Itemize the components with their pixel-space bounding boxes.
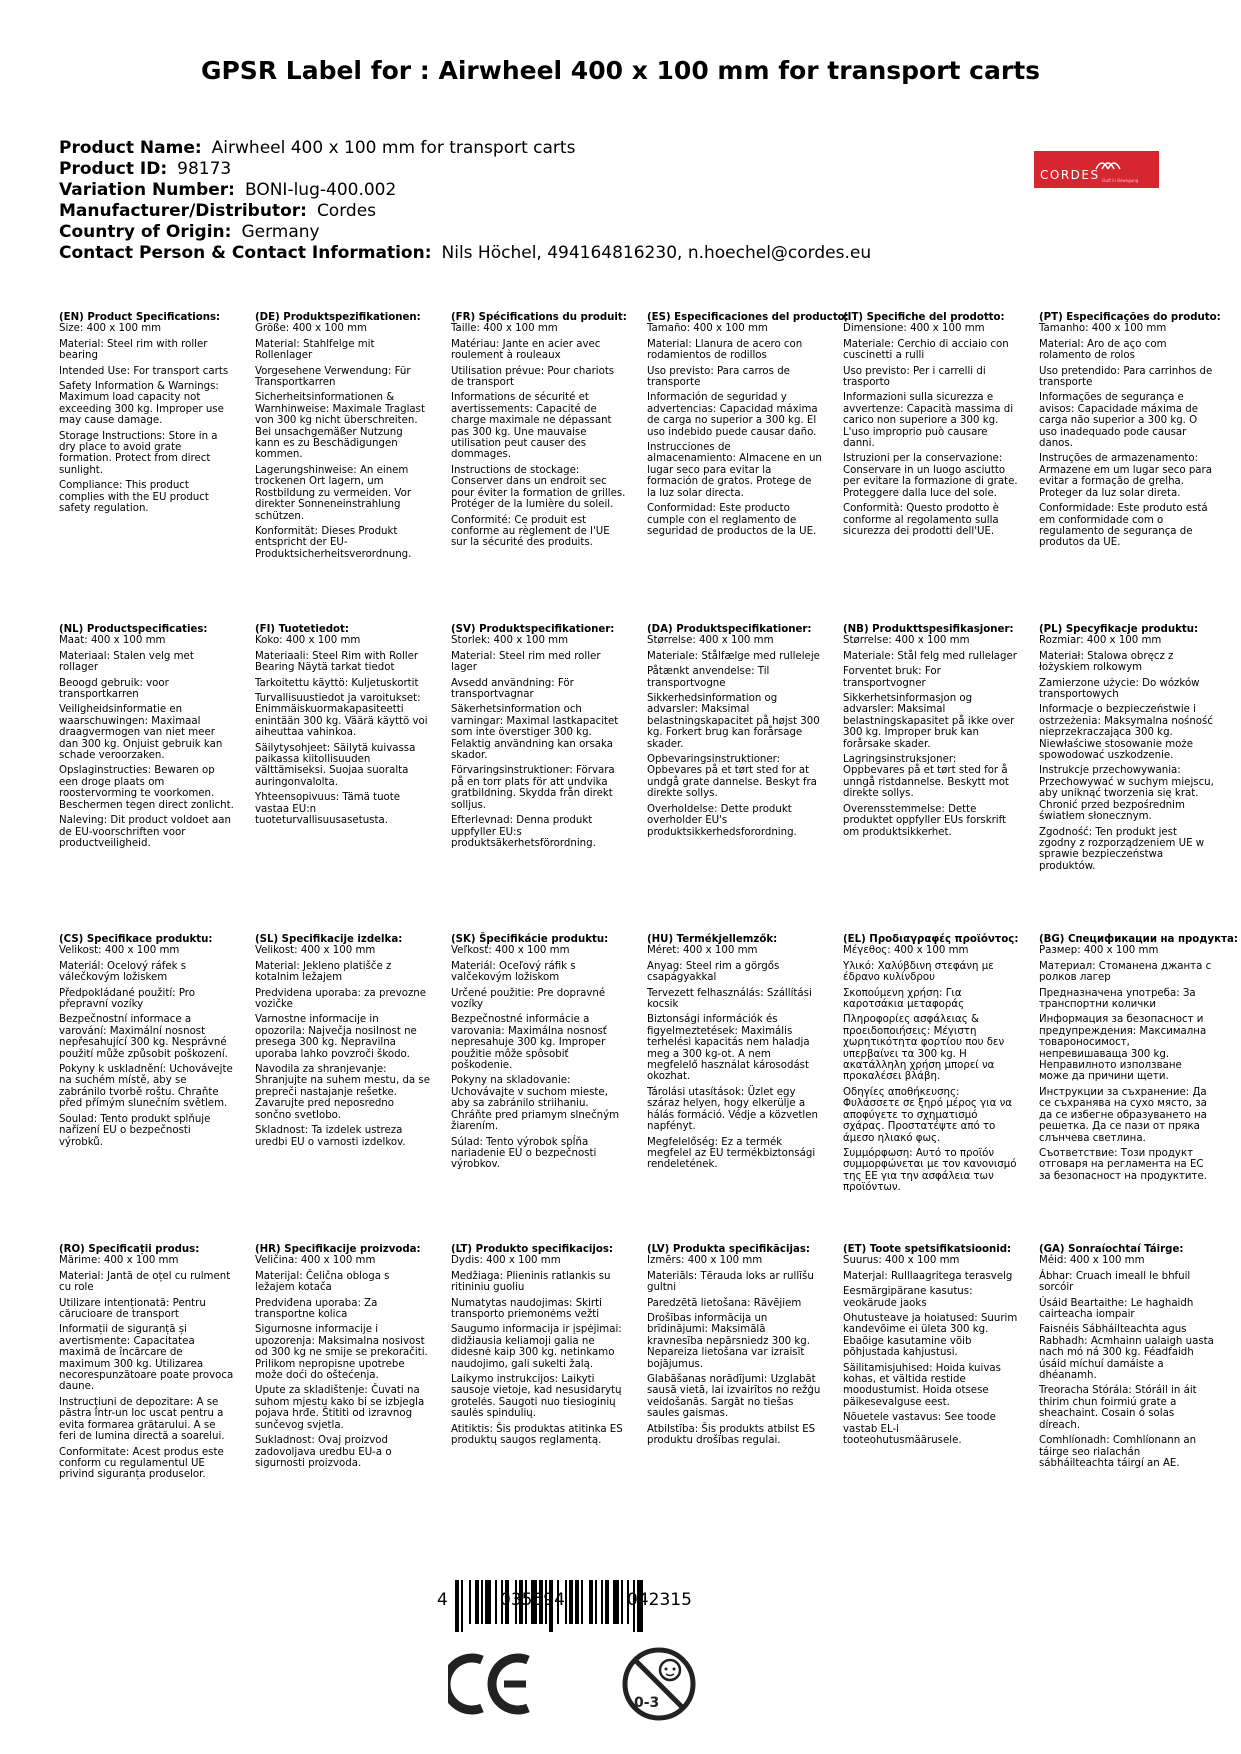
spec-line: Laikymo instrukcijos: Laikyti sausoje vietoje, kad nesusidarytų grotelės. Saugoti nuo tiesioginių saulės spindulių. bbox=[451, 1374, 622, 1420]
spec-header: (EN) Product Specifications: bbox=[59, 312, 221, 323]
spec-line: Naleving: Dit product voldoet aan de EU-voorschriften voor productveiligheid. bbox=[59, 815, 231, 849]
product-info-value: 98173 bbox=[177, 159, 232, 179]
spec-block bbox=[59, 1244, 234, 1485]
spec-block bbox=[255, 624, 430, 831]
spec-line: Material: Jantă de oțel cu rulment cu role bbox=[59, 1270, 231, 1294]
spec-header: (LV) Produkta specifikācijas: bbox=[647, 1244, 810, 1255]
spec-line: Materiale: Stålfælge med rulleleje bbox=[647, 650, 820, 662]
spec-line: Maat: 400 x 100 mm bbox=[59, 635, 166, 647]
spec-line: Zgodność: Ten produkt jest zgodny z rozporządzeniem UE w sprawie bezpieczeństwa produktów. bbox=[1039, 826, 1205, 872]
spec-line: Størrelse: 400 x 100 mm bbox=[647, 635, 774, 647]
spec-line: Opbevaringsinstruktioner: Opbevares på et tørt sted for at undgå grate dannelse. Beskyt fra direkte sollys. bbox=[647, 754, 817, 800]
spec-block bbox=[1039, 934, 1238, 1186]
age-warning-icon bbox=[620, 1645, 698, 1723]
spec-line: Určené použitie: Pre dopravné vozíky bbox=[451, 987, 606, 1011]
spec-block bbox=[255, 934, 430, 1152]
barcode-left-digits: 035694 bbox=[500, 1590, 565, 1610]
spec-block bbox=[255, 312, 430, 564]
spec-line: Material: Steel rim med roller lager bbox=[451, 650, 601, 674]
spec-line: Informations de sécurité et avertissements: Capacité de charge maximale ne dépassant pas 300 kg. Une mauvaise utilisation peut causer des dommages. bbox=[451, 392, 612, 461]
spec-line: Sigurnosne informacije i upozorenja: Maksimalna nosivost od 300 kg ne smije se prekoračiti. Prilikom nepropisne upotrebe može doći do oštećenja. bbox=[255, 1324, 428, 1382]
spec-line: Størrelse: 400 x 100 mm bbox=[843, 635, 970, 647]
spec-header: (BG) Спецификации на продукта: bbox=[1039, 934, 1238, 945]
spec-line: Размер: 400 x 100 mm bbox=[1039, 945, 1159, 957]
spec-line: Méid: 400 x 100 mm bbox=[1039, 1255, 1145, 1267]
spec-block bbox=[647, 624, 822, 842]
spec-header: (RO) Specificații produs: bbox=[59, 1244, 200, 1255]
barcode-bar bbox=[475, 1580, 479, 1624]
spec-line: Mărime: 400 x 100 mm bbox=[59, 1255, 179, 1267]
spec-line: Overensstemmelse: Dette produktet oppfyller EUs forskrift om produktsikkerhet. bbox=[843, 803, 1007, 838]
spec-header: (CS) Specifikace produktu: bbox=[59, 934, 213, 945]
spec-line: Skladnost: Ta izdelek ustreza uredbi EU o varnosti izdelkov. bbox=[255, 1125, 406, 1148]
spec-line: Sikkerhedsinformation og advarsler: Maksimal belastningskapacitet på højst 300 kg. Forkert brug kan forårsage skader. bbox=[647, 693, 820, 750]
spec-line: Numatytas naudojimas: Skirti transporto priemonėms vežti bbox=[451, 1297, 602, 1321]
spec-line: Инструкции за съхранение: Да се съхранява на сухо място, за да се избегне образуването на решетка. Да се пази от пряка слънчева светлина. bbox=[1039, 1086, 1207, 1144]
spec-line: Drošības informācija un brīdinājumi: Maksimālā kravnesība nepārsniedz 300 kg. Nepareiza lietošana var izraisīt bojājumus. bbox=[647, 1313, 810, 1370]
spec-line: Conformità: Questo prodotto è conforme al regolamento sulla sicurezza dei prodotti dell'UE. bbox=[843, 503, 999, 537]
barcode-bar bbox=[569, 1580, 573, 1624]
spec-block bbox=[451, 934, 626, 1175]
spec-line: Υλικό: Χαλύβδινη στεφάνη με έδρανο κυλίνδρου bbox=[843, 960, 994, 984]
spec-line: Veľkosť: 400 x 100 mm bbox=[451, 945, 570, 957]
product-info-label: Variation Number: bbox=[59, 180, 235, 200]
spec-block bbox=[1039, 624, 1214, 876]
page-title: GPSR Label for : Airwheel 400 x 100 mm for transport carts bbox=[200, 56, 1041, 85]
spec-line: Material: Llanura de acero con rodamientos de rodillos bbox=[647, 338, 803, 362]
spec-line: Vorgesehene Verwendung: Für Transportkarren bbox=[255, 365, 411, 389]
barcode-right-digits: 042315 bbox=[627, 1590, 692, 1610]
spec-header: (PL) Specyfikacje produktu: bbox=[1039, 624, 1199, 635]
barcode-bar bbox=[605, 1580, 609, 1624]
product-info-row bbox=[59, 201, 871, 222]
spec-block bbox=[843, 1244, 1018, 1451]
spec-header: (SL) Specifikacije izdelka: bbox=[255, 934, 403, 945]
spec-line: Nõuetele vastavus: See toode vastab EL-i tooteohutusmäärusele. bbox=[843, 1412, 996, 1447]
spec-line: Pokyny k uskladnění: Uchovávejte na suchém místě, aby se zabránilo tvorbě roštu. Chraňte před přímým slunečním světlem. bbox=[59, 1064, 233, 1110]
product-info bbox=[59, 138, 871, 264]
spec-block bbox=[255, 1244, 430, 1473]
product-info-value: Nils Höchel, 494164816230, n.hoechel@cordes.eu bbox=[441, 243, 872, 263]
spec-line: Bezpečnostné informácie a varovania: Maximálna nosnosť nepresahuje 300 kg. Improper použitie môže spôsobiť poškodenie. bbox=[451, 1014, 607, 1072]
spec-line: Säilitamisjuhised: Hoida kuivas kohas, et vältida restide moodustumist. Hoida otsese päikesevalguse eest. bbox=[843, 1362, 1001, 1408]
spec-line: Koko: 400 x 100 mm bbox=[255, 635, 361, 647]
spec-line: Glabāšanas norādījumi: Uzglabāt sausā vietā, lai izvairītos no režģu veidošanās. Sargāt no tiešas saules gaismas. bbox=[647, 1374, 821, 1420]
spec-line: Compliance: This product complies with the EU product safety regulation. bbox=[59, 480, 209, 515]
spec-line: Информация за безопасност и предупреждения: Максимална товароносимост, непревишаваща 300 kg. Неправилното използване може да причини щети. bbox=[1039, 1014, 1207, 1083]
product-info-label: Product Name: bbox=[59, 138, 202, 158]
spec-header: (IT) Specifiche del prodotto: bbox=[843, 312, 1005, 323]
product-info-value: Airwheel 400 x 100 mm for transport carts bbox=[211, 138, 576, 158]
spec-line: Conformidad: Este producto cumple con el reglamento de seguridad de productos de la UE. bbox=[647, 503, 817, 537]
spec-header: (DA) Produktspecifikationer: bbox=[647, 624, 812, 635]
spec-line: Materiał: Stalowa obręcz z łożyskiem rolkowym bbox=[1039, 650, 1174, 674]
spec-block bbox=[647, 1244, 822, 1451]
spec-block bbox=[843, 624, 1018, 842]
spec-header: (NB) Produkttspesifikasjoner: bbox=[843, 624, 1014, 635]
spec-line: Lagerungshinweise: An einem trockenen Ort lagern, um Rostbildung zu vermeiden. Vor direkter Sonneneinstrahlung schützen. bbox=[255, 464, 412, 522]
barcode-bar bbox=[495, 1580, 497, 1624]
spec-line: Avsedd användning: För transportvagnar bbox=[451, 677, 574, 701]
spec-line: Beoogd gebruik: voor transportkarren bbox=[59, 677, 169, 701]
spec-line: Safety Information & Warnings: Maximum load capacity not exceeding 300 kg. Improper use may cause damage. bbox=[59, 381, 224, 427]
spec-line: Materiál: Oceľový ráfik s valčekovým ložiskom bbox=[451, 960, 576, 984]
spec-line: Informazioni sulla sicurezza e avvertenze: Capacità massima di carico non superiore a 300 kg. L'uso improprio può causare danni. bbox=[843, 392, 1014, 450]
spec-line: Materiál: Ocelový ráfek s válečkovým ložiskem bbox=[59, 960, 187, 984]
spec-line: Sukladnost: Ovaj proizvod zadovoljava uredbu EU-a o sigurnosti proizvoda. bbox=[255, 1435, 392, 1469]
spec-block bbox=[451, 624, 626, 853]
spec-block bbox=[647, 312, 849, 541]
spec-line: Velikost: 400 x 100 mm bbox=[255, 945, 376, 957]
spec-block bbox=[451, 1244, 626, 1451]
spec-header: (HU) Termékjellemzők: bbox=[647, 934, 778, 945]
spec-line: Faisnéis Sábháilteachta agus Rabhadh: Acmhainn ualaigh uasta nach mó ná 300 kg. Féadfaidh úsáid míchuí damáiste a dhéanamh. bbox=[1039, 1324, 1214, 1382]
barcode-bar bbox=[589, 1580, 593, 1624]
barcode-bar bbox=[455, 1580, 459, 1632]
logo-word: CORDES bbox=[1040, 168, 1100, 182]
spec-line: Utilisation prévue: Pour chariots de transport bbox=[451, 365, 615, 389]
spec-line: Tarkoitettu käyttö: Kuljetuskortit bbox=[255, 677, 419, 689]
spec-line: Matériau: Jante en acier avec roulement à rouleaux bbox=[451, 338, 601, 362]
spec-line: Taille: 400 x 100 mm bbox=[451, 323, 558, 335]
product-info-row bbox=[59, 159, 871, 180]
spec-line: Bezpečnostní informace a varování: Maximální nosnost nepřesahující 300 kg. Nesprávné použití může způsobit poškození. bbox=[59, 1014, 228, 1060]
spec-line: Storlek: 400 x 100 mm bbox=[451, 635, 569, 647]
spec-line: Predviđena uporaba: Za transportne kolica bbox=[255, 1297, 378, 1321]
spec-block bbox=[843, 934, 1018, 1198]
spec-line: Material: Stahlfelge mit Rollenlager bbox=[255, 338, 375, 362]
spec-line: Biztonsági információk és figyelmeztetések: Maximális terhelési kapacitás nem haladja meg a 300 kg-ot. A nem megfelelő használat károsodást okozhat. bbox=[647, 1014, 810, 1083]
age-warning-label: 0-3 bbox=[634, 1695, 660, 1711]
spec-line: Navodila za shranjevanje: Shranjujte na suhem mestu, da se prepreči nastajanje rešetke. Zavarujte pred neposredno sončno svetlobo. bbox=[255, 1064, 430, 1121]
spec-line: Предназначена употреба: За транспортни колички bbox=[1039, 987, 1196, 1011]
spec-header: (GA) Sonraíochtaí Táirge: bbox=[1039, 1244, 1184, 1255]
spec-block bbox=[647, 934, 822, 1175]
spec-block bbox=[843, 312, 1018, 541]
spec-line: Material: Steel rim with roller bearing bbox=[59, 338, 208, 362]
spec-line: Conformité: Ce produit est conforme au règlement de l'UE sur la sécurité des produits. bbox=[451, 514, 610, 549]
product-info-row bbox=[59, 180, 871, 201]
spec-line: Instrucțiuni de depozitare: A se păstra într-un loc uscat pentru a evita formarea grătarului. A se feri de lumina directă a soarelui. bbox=[59, 1396, 225, 1443]
barcode-bar bbox=[601, 1580, 603, 1624]
spec-line: Dimensione: 400 x 100 mm bbox=[843, 323, 985, 335]
spec-header: (DE) Produktspezifikationen: bbox=[255, 312, 421, 323]
spec-line: Conformitate: Acest produs este conform cu regulamentul UE privind siguranța produselor. bbox=[59, 1446, 224, 1481]
spec-line: Konformität: Dieses Produkt entspricht der EU-Produktsicherheitsverordnung. bbox=[255, 525, 412, 560]
spec-line: Varnostne informacije in opozorila: Največja nosilnost ne presega 300 kg. Nepravilna uporaba lahko povzroči škodo. bbox=[255, 1014, 417, 1060]
spec-line: Uso previsto: Para carros de transporte bbox=[647, 365, 790, 389]
spec-line: Soulad: Tento produkt splňuje nařízení EU o bezpečnosti výrobků. bbox=[59, 1113, 211, 1148]
spec-line: Οδηγίες αποθήκευσης: Φυλάσσετε σε ξηρό μέρος για να αποφύγετε το σχηματισμό σχάρας. Προστατέψτε από το άμεσο ηλιακό φως. bbox=[843, 1086, 1012, 1144]
spec-line: Anyag: Steel rim a görgős csapágyakkal bbox=[647, 960, 780, 984]
spec-line: Méret: 400 x 100 mm bbox=[647, 945, 758, 957]
product-info-value: Germany bbox=[241, 222, 320, 242]
spec-block bbox=[59, 934, 234, 1152]
spec-line: Rozmiar: 400 x 100 mm bbox=[1039, 635, 1162, 647]
spec-line: Material: Jekleno platišče z kotalnim ležajem bbox=[255, 960, 392, 984]
spec-line: Ábhar: Cruach imeall le bhfuil sorcóir bbox=[1039, 1270, 1191, 1294]
spec-line: Sikkerhetsinformasjon og advarsler: Maksimal belastningskapasitet på ikke over 300 kg. Improper bruk kan forårsake skader. bbox=[843, 693, 1015, 750]
spec-line: Uso pretendido: Para carrinhos de transporte bbox=[1039, 365, 1213, 389]
spec-line: Σκοπούμενη χρήση: Για καροτσάκια μεταφοράς bbox=[843, 987, 965, 1011]
spec-block bbox=[59, 312, 234, 519]
barcode-bar bbox=[485, 1580, 491, 1624]
spec-header: (HR) Specifikacije proizvoda: bbox=[255, 1244, 421, 1255]
spec-line: Intended Use: For transport carts bbox=[59, 365, 229, 377]
spec-line: Материал: Стоманена джанта с ролков лагер bbox=[1039, 960, 1212, 984]
spec-line: Veličina: 400 x 100 mm bbox=[255, 1255, 376, 1267]
spec-line: Yhteensopivuus: Tämä tuote vastaa EU:n tuoteturvallisuusasetusta. bbox=[255, 792, 401, 827]
spec-line: Materiale: Stål felg med rullelager bbox=[843, 650, 1017, 662]
spec-line: Atbilstība: Šis produkts atbilst ES produktu drošības regulai. bbox=[647, 1423, 816, 1447]
barcode-bar bbox=[575, 1580, 579, 1624]
spec-header: (FI) Tuotetiedot: bbox=[255, 624, 349, 635]
barcode-bar bbox=[581, 1580, 583, 1624]
spec-line: Conformidade: Este produto está em conformidade com o regulamento de segurança de produtos da UE. bbox=[1039, 503, 1208, 549]
spec-header: (SV) Produktspecifikationer: bbox=[451, 624, 615, 635]
spec-block bbox=[1039, 1244, 1214, 1473]
spec-line: Säkerhetsinformation och varningar: Maximal lastkapacitet som inte överstiger 300 kg. Felaktig användning kan orsaka skador. bbox=[451, 704, 619, 762]
spec-line: Treoracha Stórála: Stóráil in áit thirim chun foirmiú grate a sheachaint. Cosain ó solas díreach. bbox=[1039, 1385, 1197, 1431]
spec-line: Medžiaga: Plieninis ratlankis su ritininiu guoliu bbox=[451, 1270, 611, 1294]
spec-block bbox=[451, 312, 626, 553]
spec-line: Instrucciones de almacenamiento: Almacene en un lugar seco para evitar la formación de gratos. Protege de la luz solar directa. bbox=[647, 442, 822, 499]
product-info-row bbox=[59, 222, 871, 243]
product-info-label: Manufacturer/Distributor: bbox=[59, 201, 307, 221]
spec-line: Tamanho: 400 x 100 mm bbox=[1039, 323, 1167, 335]
spec-line: Uso previsto: Per i carrelli di trasporto bbox=[843, 365, 986, 389]
spec-line: Paredzētā lietošana: Rāvējiem bbox=[647, 1297, 802, 1309]
spec-header: (FR) Spécifications du produit: bbox=[451, 312, 627, 323]
spec-line: Informacje o bezpieczeństwie i ostrzeżenia: Maksymalna nośność nieprzekraczająca 300 kg. Niewłaściwe stosowanie może spowodować uszkodzenie. bbox=[1039, 704, 1213, 762]
spec-header: (EL) Προδιαγραφές προϊόντος: bbox=[843, 934, 1019, 945]
spec-line: Comhlíonadh: Comhlíonann an táirge seo rialachán sábháilteachta táirgí an AE. bbox=[1039, 1435, 1197, 1469]
spec-line: Velikost: 400 x 100 mm bbox=[59, 945, 180, 957]
spec-line: Ohutusteave ja hoiatused: Suurim kandevõime ei ületa 300 kg. Ebaõige kasutamine võib põhjustada kahjustusi. bbox=[843, 1313, 1018, 1359]
product-info-label: Country of Origin: bbox=[59, 222, 232, 242]
spec-line: Säilytysohjeet: Säilytä kuivassa paikassa kiitollisuuden välttämiseksi. Suojaa suoralta auringonvalolta. bbox=[255, 742, 416, 788]
spec-line: Instructions de stockage: Conserver dans un endroit sec pour éviter la formation de grilles. Protéger de la lumière du soleil. bbox=[451, 464, 626, 511]
spec-line: Påtænkt anvendelse: Til transportvogne bbox=[647, 666, 770, 689]
spec-line: Předpokládané použití: Pro přepravní vozíky bbox=[59, 987, 195, 1011]
barcode-bar bbox=[481, 1580, 483, 1624]
product-info-value: BONI-lug-400.002 bbox=[244, 180, 397, 200]
spec-line: Materiāls: Tērauda loks ar rullīšu gultni bbox=[647, 1270, 814, 1294]
spec-line: Suurus: 400 x 100 mm bbox=[843, 1255, 960, 1267]
spec-line: Información de seguridad y advertencias: Capacidad máxima de carga no superior a 300 kg. El uso indebido puede causar daño. bbox=[647, 392, 818, 438]
spec-line: Saugumo informacija ir įspėjimai: didžiausia keliamoji galia ne didesnė kaip 300 kg. netinkamo naudojimo, gali sukelti žalą. bbox=[451, 1324, 622, 1370]
spec-line: Forventet bruk: For transportvogner bbox=[843, 666, 941, 689]
spec-line: Pokyny na skladovanie: Uchovávajte v suchom mieste, aby sa zabránilo striihaniu. Chráňte pred priamym slnečným žiarením. bbox=[451, 1075, 620, 1133]
barcode-bar bbox=[613, 1580, 619, 1624]
spec-header: (NL) Productspecificaties: bbox=[59, 624, 208, 635]
spec-line: Eesmärgipärane kasutus: veokärude jaoks bbox=[843, 1286, 973, 1309]
barcode-bar bbox=[461, 1580, 463, 1632]
spec-header: (ES) Especificaciones del producto: bbox=[647, 312, 849, 323]
barcode-bar bbox=[595, 1580, 597, 1624]
spec-block bbox=[59, 624, 234, 853]
spec-line: Zamierzone użycie: Do wózków transportowych bbox=[1039, 677, 1200, 701]
spec-line: Opslaginstructies: Bewaren op een droge plaats om roostervorming te voorkomen. Beschermen tegen direct zonlicht. bbox=[59, 765, 234, 811]
spec-line: Lagringsinstruksjoner: Oppbevares på et tørt sted for å unngå ristdannelse. Beskytt mot direkte sollys. bbox=[843, 754, 1009, 800]
spec-line: Size: 400 x 100 mm bbox=[59, 323, 162, 335]
spec-header: (ET) Toote spetsifikatsioonid: bbox=[843, 1244, 1012, 1255]
cordes-logo bbox=[1034, 151, 1159, 188]
spec-line: Atitiktis: Šis produktas atitinka ES produktų saugos reglamentą. bbox=[451, 1423, 623, 1447]
spec-line: Materiale: Cerchio di acciaio con cuscinetti a rulli bbox=[843, 338, 1009, 362]
spec-line: Turvallisuustiedot ja varoitukset: Enimmäiskuormakapasiteetti enintään 300 kg. Väärä käyttö voi aiheuttaa vahinkoa. bbox=[255, 693, 428, 739]
spec-header: (SK) Špecifikácie produktu: bbox=[451, 934, 609, 945]
spec-line: Μέγεθος: 400 x 100 mm bbox=[843, 945, 969, 957]
spec-line: Informações de segurança e avisos: Capacidade máxima de carga não superior a 300 kg. O uso inadequado pode causar danos. bbox=[1039, 392, 1198, 450]
spec-line: Upute za skladištenje: Čuvati na suhom mjestu kako bi se izbjegla pojava hrđe. Štititi od izravnog sunčevog svjetla. bbox=[255, 1385, 425, 1431]
spec-header: (LT) Produkto specifikacijos: bbox=[451, 1244, 613, 1255]
spec-line: Tárolási utasítások: Üzlet egy száraz helyen, hogy elkerülje a hálás formáció. Védje a közvetlen napfényt. bbox=[647, 1086, 818, 1133]
spec-line: Storage Instructions: Store in a dry place to avoid grate formation. Protect from direct sunlight. bbox=[59, 430, 218, 476]
spec-line: Dydis: 400 x 100 mm bbox=[451, 1255, 561, 1267]
spec-line: Sicherheitsinformationen & Warnhinweise: Maximale Traglast von 300 kg nicht überschreiten. Bei unsachgemäßer Nutzung kann es zu Beschädigungen kommen. bbox=[255, 392, 425, 461]
product-info-row bbox=[59, 243, 871, 264]
product-info-row bbox=[59, 138, 871, 159]
spec-line: Instrukcje przechowywania: Przechowywać w suchym miejscu, aby uniknąć tworzenia się krat. Chronić przed bezpośrednim światłem słonecznym. bbox=[1039, 765, 1214, 823]
spec-line: Materjal: Rulllaagritega terasvelg bbox=[843, 1270, 1013, 1282]
spec-line: Materiaali: Steel Rim with Roller Bearing Näytä tarkat tiedot bbox=[255, 650, 419, 674]
spec-block bbox=[1039, 312, 1221, 553]
spec-line: Materiaal: Stalen velg met rollager bbox=[59, 650, 194, 674]
spec-line: Πληροφορίες ασφάλειας & προειδοποιήσεις: Μέγιστη χωρητικότητα φορτίου που δεν υπερβαίνει τα 300 kg. Η ακατάλληλη χρήση μπορεί να προκαλέσει βλάβη. bbox=[843, 1014, 1005, 1083]
spec-line: Förvaringsinstruktioner: Förvara på en torr plats för att undvika gratbildning. Skydda från direkt solljus. bbox=[451, 765, 615, 811]
spec-line: Úsáid Beartaithe: Le haghaidh cairteacha iompair bbox=[1039, 1297, 1194, 1321]
spec-line: Istruzioni per la conservazione: Conservare in un luogo asciutto per evitare la formazione di grate. Proteggere dalla luce del sole. bbox=[843, 453, 1018, 499]
ce-mark-icon bbox=[448, 1652, 532, 1716]
logo-tagline: läuft in Bewegung bbox=[1102, 178, 1139, 183]
spec-line: Съответствие: Този продукт отговаря на регламента на ЕС за безопасност на продуктите. bbox=[1039, 1147, 1207, 1182]
spec-line: Informații de siguranță și avertismente: Capacitatea maximă de încărcare de maximum 300 kg. Utilizarea necorespunzătoare poate provoca daune. bbox=[59, 1324, 234, 1393]
barcode-bar bbox=[621, 1580, 623, 1624]
spec-line: Instruções de armazenamento: Armazene em um lugar seco para evitar a formação de grelha. Proteger da luz solar direta. bbox=[1039, 453, 1212, 499]
product-info-value: Cordes bbox=[316, 201, 377, 221]
spec-header: (PT) Especificações do produto: bbox=[1039, 312, 1221, 323]
barcode-bar bbox=[469, 1580, 471, 1624]
spec-line: Material: Aro de aço com rolamento de rolos bbox=[1039, 338, 1167, 362]
spec-line: Predvidena uporaba: za prevozne vozičke bbox=[255, 987, 427, 1011]
spec-line: Megfelelőség: Ez a termék megfelel az EU termékbiztonsági rendeletének. bbox=[647, 1136, 816, 1171]
spec-line: Izmērs: 400 x 100 mm bbox=[647, 1255, 763, 1267]
spec-line: Materijal: Čelična obloga s ležajem kotača bbox=[255, 1270, 390, 1294]
spec-line: Efterlevnad: Denna produkt uppfyller EU:s produktsäkerhetsförordning. bbox=[451, 815, 596, 849]
spec-line: Veiligheidsinformatie en waarschuwingen: Maximaal draagvermogen van niet meer dan 300 kg. Onjuist gebruik kan schade veroorzaken. bbox=[59, 704, 223, 762]
spec-line: Größe: 400 x 100 mm bbox=[255, 323, 367, 335]
spec-line: Tamaño: 400 x 100 mm bbox=[647, 323, 768, 335]
spec-line: Overholdelse: Dette produkt overholder EU's produktsikkerhedsforordning. bbox=[647, 803, 797, 838]
spec-line: Utilizare intenționată: Pentru cărucioare de transport bbox=[59, 1297, 206, 1321]
spec-line: Tervezett felhasználás: Szállítási kocsik bbox=[647, 987, 812, 1011]
product-info-label: Product ID: bbox=[59, 159, 168, 179]
product-info-label: Contact Person & Contact Information: bbox=[59, 243, 432, 263]
barcode-lead-digit: 4 bbox=[437, 1590, 448, 1610]
spec-line: Súlad: Tento výrobok spĺňa nariadenie EÚ o bezpečnosti výrobkov. bbox=[451, 1136, 597, 1171]
barcode-bar bbox=[565, 1580, 567, 1624]
spec-line: Συμμόρφωση: Αυτό το προϊόν συμμορφώνεται με τον κανονισμό της ΕΕ για την ασφάλεια των προϊόντων. bbox=[843, 1147, 1017, 1194]
